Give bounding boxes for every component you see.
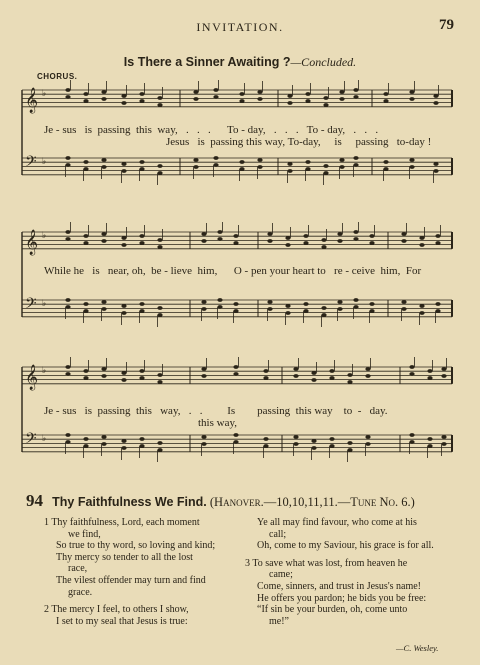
note-head <box>217 230 222 234</box>
note-head <box>287 101 292 105</box>
hymn-author: —C. Wesley. <box>396 643 439 653</box>
stanza-gap <box>245 627 434 633</box>
note-head <box>365 367 370 371</box>
note-head <box>347 373 352 377</box>
note-head <box>435 309 440 313</box>
note-head <box>257 165 262 169</box>
note-head <box>337 232 342 236</box>
note-head <box>435 302 440 306</box>
bass-clef: 𝄢 <box>25 153 37 174</box>
note-head <box>83 241 88 245</box>
note-head <box>239 160 244 164</box>
note-head <box>101 374 106 378</box>
note-head <box>217 298 222 302</box>
note-head <box>213 88 218 92</box>
note-head <box>303 241 308 245</box>
note-head <box>427 444 432 448</box>
note-head <box>257 158 262 162</box>
note-head <box>267 232 272 236</box>
note-head <box>305 160 310 164</box>
note-head <box>337 239 342 243</box>
note-head <box>257 90 262 94</box>
note-head <box>311 378 316 382</box>
note-head <box>285 304 290 308</box>
note-head <box>285 311 290 315</box>
note-head <box>433 169 438 173</box>
note-head <box>139 302 144 306</box>
note-head <box>401 239 406 243</box>
note-head <box>263 437 268 441</box>
system-3-lyric-2: this way, <box>198 417 238 429</box>
note-head <box>139 92 144 96</box>
stanza-line: Thy mercy so tender to all the lost <box>56 551 193 563</box>
note-head <box>435 241 440 245</box>
flat-icon: ♭ <box>42 89 47 99</box>
stanza-line: Come, sinners, and trust in Jesus's name! <box>257 580 422 592</box>
note-head <box>217 305 222 309</box>
note-head <box>303 309 308 313</box>
music-system-3 <box>20 357 460 482</box>
note-head <box>121 236 126 240</box>
note-head <box>257 97 262 101</box>
stanza-line: So true to thy word, so loving and kind; <box>56 540 216 552</box>
hymn-title <box>0 55 480 70</box>
note-head <box>239 167 244 171</box>
note-head <box>353 88 358 92</box>
note-head <box>65 156 70 160</box>
note-head <box>369 309 374 313</box>
note-head <box>233 309 238 313</box>
note-head <box>233 234 238 238</box>
note-head <box>121 94 126 98</box>
note-head <box>201 435 206 439</box>
hymn-number: 94 <box>26 491 43 510</box>
note-head <box>83 234 88 238</box>
note-head <box>293 367 298 371</box>
note-head <box>285 236 290 240</box>
note-head <box>121 439 126 443</box>
note-head <box>323 103 328 107</box>
note-head <box>83 92 88 96</box>
note-head <box>441 442 446 446</box>
note-head <box>65 372 70 376</box>
treble-clef: 𝄞 <box>25 230 39 255</box>
note-head <box>121 378 126 382</box>
note-head <box>353 156 358 160</box>
note-head <box>157 103 162 107</box>
flat-icon: ♭ <box>42 366 47 376</box>
stanza-column-right <box>245 517 434 633</box>
note-head <box>287 94 292 98</box>
system-1-lyric-2: Jesus is passing this way, To-day, is passing to-day ! <box>166 136 432 148</box>
note-head <box>347 380 352 384</box>
note-head <box>321 313 326 317</box>
note-head <box>139 437 144 441</box>
note-head <box>65 237 70 241</box>
note-head <box>201 300 206 304</box>
note-head <box>65 365 70 369</box>
note-head <box>139 160 144 164</box>
stanza-line: “If sin be your burden, oh, come unto <box>257 604 408 616</box>
stanza-line: came; <box>269 569 293 581</box>
note-head <box>65 440 70 444</box>
stanza-gap <box>44 627 215 633</box>
stanza-line: call; <box>269 528 287 540</box>
note-head <box>365 435 370 439</box>
note-head <box>65 298 70 302</box>
note-head <box>101 307 106 311</box>
stanza-line: 2 The mercy I feel, to others I show, <box>44 604 189 616</box>
note-head <box>139 167 144 171</box>
note-head <box>287 162 292 166</box>
note-head <box>101 367 106 371</box>
note-head <box>419 311 424 315</box>
note-head <box>201 367 206 371</box>
note-head <box>365 442 370 446</box>
note-head <box>369 234 374 238</box>
note-head <box>293 442 298 446</box>
note-head <box>157 441 162 445</box>
note-head <box>83 369 88 373</box>
note-head <box>339 165 344 169</box>
note-head <box>409 372 414 376</box>
note-head <box>321 306 326 310</box>
note-head <box>311 371 316 375</box>
flat-icon: ♭ <box>42 299 47 309</box>
note-head <box>427 369 432 373</box>
note-head <box>263 369 268 373</box>
note-head <box>263 376 268 380</box>
note-head <box>65 163 70 167</box>
system-1-lyric-1: Je - sus is passing this way, . . . To - day, . . . To - day, . . . <box>44 124 379 136</box>
note-head <box>433 101 438 105</box>
note-head <box>409 365 414 369</box>
note-head <box>263 444 268 448</box>
bass-clef: 𝄢 <box>25 295 37 316</box>
note-head <box>213 95 218 99</box>
stanza-column-left <box>44 517 215 633</box>
bass-clef: 𝄢 <box>25 430 37 451</box>
stanza-line: race, <box>68 563 88 575</box>
page-number: 79 <box>439 17 454 33</box>
note-head <box>121 243 126 247</box>
note-head <box>369 302 374 306</box>
note-head <box>157 171 162 175</box>
note-head <box>233 372 238 376</box>
note-head <box>139 234 144 238</box>
note-head <box>419 243 424 247</box>
stanza-line: 1 Thy faithfulness, Lord, each moment <box>44 517 200 528</box>
note-head <box>267 307 272 311</box>
note-head <box>267 300 272 304</box>
note-head <box>409 90 414 94</box>
note-head <box>233 365 238 369</box>
note-head <box>419 304 424 308</box>
note-head <box>139 444 144 448</box>
note-head <box>267 239 272 243</box>
note-head <box>353 237 358 241</box>
note-head <box>339 90 344 94</box>
note-head <box>83 302 88 306</box>
note-head <box>303 234 308 238</box>
note-head <box>193 165 198 169</box>
note-head <box>101 232 106 236</box>
hymn-name: Thy Faithfulness We Find. <box>52 495 207 509</box>
note-head <box>353 163 358 167</box>
note-head <box>441 374 446 378</box>
flat-icon: ♭ <box>42 231 47 241</box>
note-head <box>233 433 238 437</box>
note-head <box>213 156 218 160</box>
note-head <box>365 374 370 378</box>
note-head <box>121 169 126 173</box>
note-head <box>201 374 206 378</box>
note-head <box>339 158 344 162</box>
note-head <box>83 309 88 313</box>
stanza-line: Ye all may find favour, who come at his <box>257 517 417 528</box>
hymn-title-main: Is There a Sinner Awaiting ? <box>123 55 291 69</box>
treble-clef: 𝄞 <box>25 88 39 113</box>
note-head <box>239 99 244 103</box>
treble-clef: 𝄞 <box>25 365 39 390</box>
system-2-lyric-1: While he is near, oh, be - lieve him, O - pen your heart to re - ceive him, For <box>44 265 422 277</box>
note-head <box>139 309 144 313</box>
note-head <box>287 169 292 173</box>
note-head <box>83 376 88 380</box>
note-head <box>285 243 290 247</box>
note-head <box>157 448 162 452</box>
note-head <box>347 448 352 452</box>
note-head <box>157 245 162 249</box>
note-head <box>303 302 308 306</box>
note-head <box>427 437 432 441</box>
note-head <box>353 95 358 99</box>
note-head <box>353 298 358 302</box>
note-head <box>157 164 162 168</box>
note-head <box>65 433 70 437</box>
stanza-line: He offers you pardon; he bids you be free: <box>257 592 427 604</box>
note-head <box>353 305 358 309</box>
note-head <box>339 97 344 101</box>
note-head <box>101 300 106 304</box>
note-head <box>83 167 88 171</box>
stanza-line: grace. <box>68 586 93 598</box>
note-head <box>65 230 70 234</box>
note-head <box>337 307 342 311</box>
note-head <box>157 96 162 100</box>
note-head <box>337 300 342 304</box>
note-head <box>65 305 70 309</box>
note-head <box>65 95 70 99</box>
note-head <box>305 167 310 171</box>
note-head <box>329 376 334 380</box>
note-head <box>101 90 106 94</box>
note-head <box>233 241 238 245</box>
note-head <box>305 92 310 96</box>
note-head <box>121 101 126 105</box>
note-head <box>139 369 144 373</box>
note-head <box>233 440 238 444</box>
stanza-line: Oh, come to my Saviour, his grace is for all. <box>257 540 434 552</box>
note-head <box>101 165 106 169</box>
note-head <box>65 88 70 92</box>
note-head <box>353 230 358 234</box>
note-head <box>139 376 144 380</box>
note-head <box>201 239 206 243</box>
note-head <box>157 238 162 242</box>
note-head <box>201 232 206 236</box>
note-head <box>83 437 88 441</box>
note-head <box>157 306 162 310</box>
flat-icon: ♭ <box>42 434 47 444</box>
note-head <box>217 237 222 241</box>
note-head <box>305 99 310 103</box>
note-head <box>193 90 198 94</box>
note-head <box>383 160 388 164</box>
note-head <box>401 300 406 304</box>
note-head <box>323 96 328 100</box>
note-head <box>83 444 88 448</box>
note-head <box>409 165 414 169</box>
hymn-title-suffix: —Concluded. <box>290 55 357 69</box>
note-head <box>101 239 106 243</box>
note-head <box>83 160 88 164</box>
note-head <box>401 232 406 236</box>
note-head <box>409 158 414 162</box>
note-head <box>441 435 446 439</box>
note-head <box>83 99 88 103</box>
system-3-lyric-1: Je - sus is passing this way, . . Is passing this way to - day. <box>44 405 388 417</box>
note-head <box>409 433 414 437</box>
hymn-meter: (Hanover.—10,10,11,11.—Tune No. 6.) <box>209 495 415 509</box>
note-head <box>121 446 126 450</box>
note-head <box>201 442 206 446</box>
note-head <box>121 371 126 375</box>
note-head <box>201 307 206 311</box>
stanza-line: me!” <box>269 615 289 627</box>
note-head <box>101 435 106 439</box>
note-head <box>409 440 414 444</box>
note-head <box>157 373 162 377</box>
flat-icon: ♭ <box>42 157 47 167</box>
hymn-heading <box>26 491 415 511</box>
note-head <box>383 99 388 103</box>
note-head <box>433 94 438 98</box>
note-head <box>121 162 126 166</box>
note-head <box>213 163 218 167</box>
stanza-line: 3 To save what was lost, from heaven he <box>245 557 408 569</box>
note-head <box>321 238 326 242</box>
note-head <box>435 234 440 238</box>
note-head <box>409 97 414 101</box>
stanza-line: we find, <box>68 528 101 540</box>
note-head <box>441 367 446 371</box>
note-head <box>293 374 298 378</box>
note-head <box>139 241 144 245</box>
note-head <box>329 437 334 441</box>
note-head <box>419 236 424 240</box>
note-head <box>329 369 334 373</box>
section-title: INVITATION. <box>196 20 284 34</box>
note-head <box>101 97 106 101</box>
note-head <box>383 167 388 171</box>
note-head <box>311 439 316 443</box>
note-head <box>433 162 438 166</box>
note-head <box>139 99 144 103</box>
note-head <box>311 446 316 450</box>
note-head <box>101 158 106 162</box>
note-head <box>193 97 198 101</box>
note-head <box>233 302 238 306</box>
note-head <box>157 380 162 384</box>
stanza-line: I set to my seal that Jesus is true: <box>56 615 188 627</box>
chorus-label: CHORUS. <box>37 72 78 81</box>
note-head <box>321 245 326 249</box>
note-head <box>101 442 106 446</box>
stanza-line: The vilest offender may turn and find <box>56 574 206 586</box>
note-head <box>383 92 388 96</box>
note-head <box>427 376 432 380</box>
note-head <box>121 311 126 315</box>
note-head <box>329 444 334 448</box>
page-header <box>0 17 480 38</box>
note-head <box>347 441 352 445</box>
note-head <box>121 304 126 308</box>
note-head <box>193 158 198 162</box>
note-head <box>323 164 328 168</box>
note-head <box>157 313 162 317</box>
note-head <box>239 92 244 96</box>
note-head <box>293 435 298 439</box>
music-system-2 <box>20 222 460 347</box>
note-head <box>401 307 406 311</box>
note-head <box>369 241 374 245</box>
note-head <box>323 171 328 175</box>
